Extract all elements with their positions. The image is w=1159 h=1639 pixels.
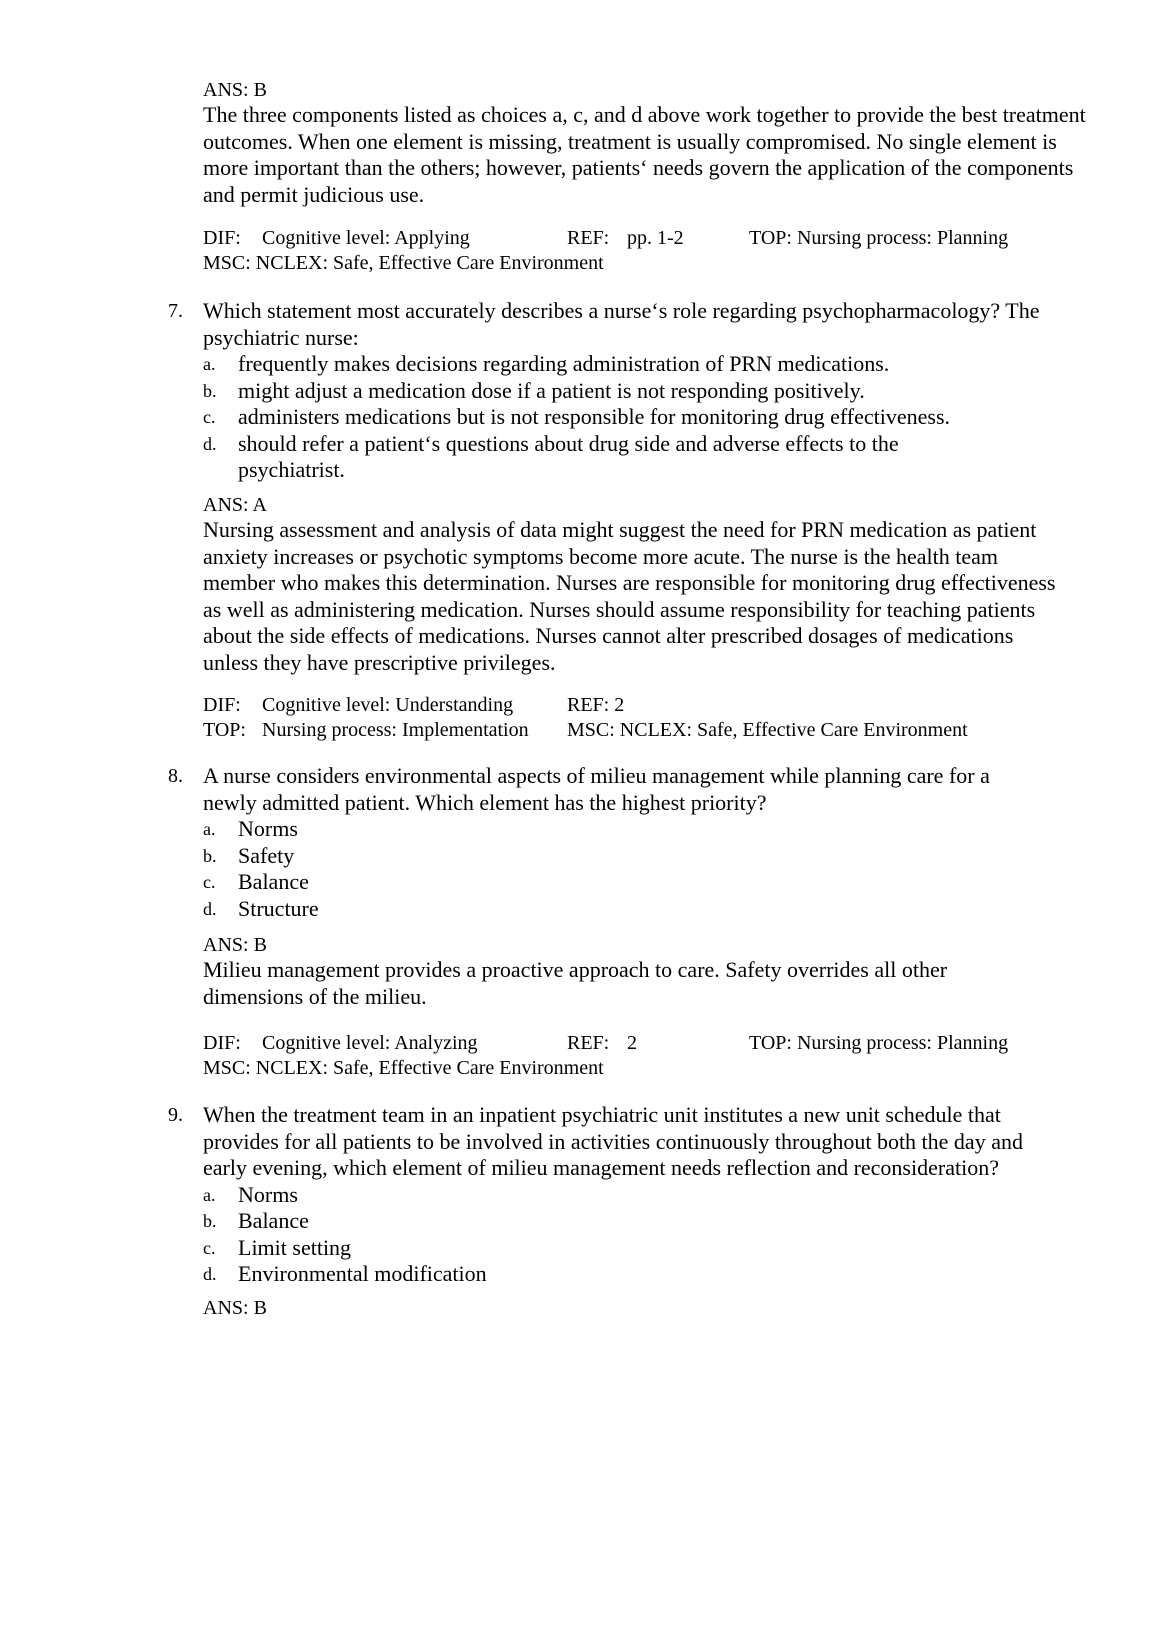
meta-ref-value: 2 bbox=[627, 1032, 637, 1054]
option-a bbox=[203, 351, 1108, 378]
question-number: 9. bbox=[168, 1104, 183, 1126]
option-text: frequently makes decisions regarding administration of PRN medications. bbox=[238, 351, 890, 376]
rationale-text: Nursing assessment and analysis of data might suggest the need for PRN medication as patient anxiety increases or psychotic symptoms become more acute. The nurse is the health team member who makes this determination. Nurses are responsible for monitoring drug effectiveness as well as administering medication. Nurses should assume responsibility for teaching patients about the side effects of medications. Nurses cannot alter prescribed dosages of medications unless they have prescriptive privileges. bbox=[203, 517, 1056, 675]
meta-dif-label: DIF: bbox=[203, 227, 241, 249]
option-letter: d. bbox=[203, 1264, 217, 1284]
option-letter: c. bbox=[203, 872, 216, 892]
meta-row bbox=[203, 226, 1103, 251]
rationale-text: The three components listed as choices a, c, and d above work together to provide the best treatment outcomes. When one element is missing, treatment is usually compromised. No single element is more important than the others; however, patients‘ needs govern the application of the components and permit judicious use. bbox=[203, 102, 1086, 207]
meta-ref: REF: 2 bbox=[567, 694, 625, 716]
option-d bbox=[203, 896, 1108, 923]
option-list bbox=[203, 1182, 1108, 1288]
question-7-answer-block bbox=[203, 493, 1103, 676]
meta-top: TOP: Nursing process: Planning bbox=[749, 227, 1009, 249]
meta-dif-label: DIF: bbox=[203, 694, 241, 716]
option-letter: a. bbox=[203, 354, 216, 374]
question-8-answer-block bbox=[203, 933, 1103, 1010]
option-text: administers medications but is not responsible for monitoring drug effectiveness. bbox=[238, 404, 951, 429]
meta-dif-value: Cognitive level: Applying bbox=[262, 227, 470, 249]
meta-top: TOP: Nursing process: Planning bbox=[749, 1032, 1009, 1054]
meta-dif-value: Cognitive level: Analyzing bbox=[262, 1032, 478, 1054]
option-letter: c. bbox=[203, 1237, 216, 1258]
meta-msc: MSC: NCLEX: Safe, Effective Care Environment bbox=[567, 719, 968, 741]
option-b bbox=[203, 1208, 1108, 1235]
option-letter: b. bbox=[203, 1211, 217, 1231]
option-c bbox=[203, 1235, 1108, 1262]
rationale-text: Milieu management provides a proactive approach to care. Safety overrides all other dimensions of the milieu. bbox=[203, 957, 948, 1009]
option-letter: b. bbox=[203, 845, 217, 866]
meta-ref-value: pp. 1-2 bbox=[627, 227, 684, 249]
option-list bbox=[203, 816, 1108, 922]
meta-dif-value: Cognitive level: Understanding bbox=[262, 694, 514, 716]
meta-row bbox=[203, 1056, 1103, 1081]
option-b bbox=[203, 843, 1108, 870]
option-text: Norms bbox=[238, 1181, 298, 1207]
meta-ref-label: REF: bbox=[567, 1032, 610, 1054]
option-list bbox=[203, 351, 1108, 484]
meta-row bbox=[203, 1031, 1103, 1056]
meta-msc: MSC: NCLEX: Safe, Effective Care Environment bbox=[203, 1057, 604, 1079]
option-text: Limit setting bbox=[238, 1234, 352, 1260]
meta-msc: MSC: NCLEX: Safe, Effective Care Environment bbox=[203, 252, 604, 274]
option-letter: b. bbox=[203, 380, 217, 401]
option-text: should refer a patient‘s questions about drug side and adverse effects to the psychiatrist. bbox=[238, 430, 899, 482]
option-b bbox=[203, 378, 1108, 405]
answer-key: ANS: B bbox=[203, 934, 267, 956]
question-stem: When the treatment team in an inpatient psychiatric unit institutes a new unit schedule that provides for all patients to be involved in activities continuously throughout both the day and early evening, which element of milieu management needs reflection and reconsideration? bbox=[203, 1102, 1023, 1180]
meta-ref-label: REF: bbox=[567, 227, 610, 249]
answer-key: ANS: A bbox=[203, 494, 267, 516]
option-text: might adjust a medication dose if a patient is not responding positively. bbox=[238, 377, 865, 403]
option-text: Structure bbox=[238, 895, 319, 921]
question-8 bbox=[168, 763, 1108, 922]
option-text: Environmental modification bbox=[238, 1261, 487, 1286]
option-text: Balance bbox=[238, 869, 309, 894]
question-7-meta bbox=[203, 693, 1103, 743]
meta-top-value: Nursing process: Implementation bbox=[262, 719, 529, 741]
option-c bbox=[203, 404, 1108, 431]
meta-row bbox=[203, 718, 1103, 743]
option-text: Norms bbox=[238, 816, 298, 841]
question-number: 8. bbox=[168, 765, 183, 787]
option-text: Safety bbox=[238, 842, 295, 868]
question-number: 7. bbox=[168, 300, 183, 322]
option-letter: c. bbox=[203, 407, 216, 427]
option-d bbox=[203, 431, 958, 484]
prev-question-answer-block bbox=[203, 78, 1103, 208]
option-d bbox=[203, 1261, 1108, 1288]
option-text: Balance bbox=[238, 1208, 309, 1233]
option-a bbox=[203, 816, 1108, 843]
meta-row bbox=[203, 251, 1103, 276]
prev-question-meta bbox=[203, 226, 1103, 276]
answer-key: ANS: B bbox=[203, 1297, 267, 1319]
meta-dif-label: DIF: bbox=[203, 1032, 241, 1054]
answer-key: ANS: B bbox=[203, 79, 267, 101]
option-c bbox=[203, 869, 1108, 896]
meta-top-label: TOP: bbox=[203, 719, 246, 741]
option-a bbox=[203, 1182, 1108, 1209]
question-7 bbox=[168, 298, 1108, 484]
question-8-meta bbox=[203, 1031, 1103, 1081]
option-letter: a. bbox=[203, 1184, 216, 1205]
question-9-answer-block bbox=[203, 1296, 1103, 1320]
meta-row bbox=[203, 693, 1103, 718]
question-stem: A nurse considers environmental aspects of milieu management while planning care for a newly admitted patient. Which element has the highest priority? bbox=[203, 763, 990, 815]
question-9 bbox=[168, 1102, 1108, 1288]
question-stem: Which statement most accurately describes a nurse‘s role regarding psychopharmacology? The psychiatric nurse: bbox=[203, 298, 1040, 350]
option-letter: d. bbox=[203, 433, 217, 454]
option-letter: a. bbox=[203, 819, 216, 839]
option-letter: d. bbox=[203, 898, 217, 919]
